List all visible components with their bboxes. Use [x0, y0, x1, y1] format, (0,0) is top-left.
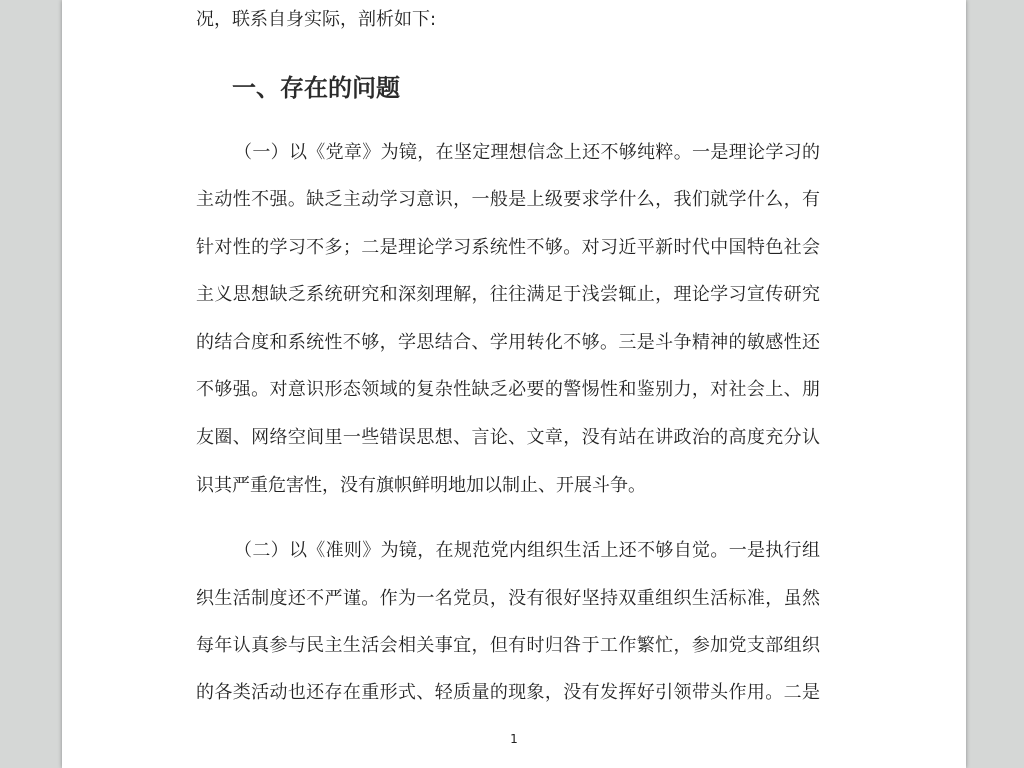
- paragraph-line: 每年认真参与民主生活会相关事宜，但有时归咎于工作繁忙，参加党支部组织: [196, 635, 820, 656]
- paragraph-line: （一）以《党章》为镜，在坚定理想信念上还不够纯粹。一是理论学习的: [234, 142, 820, 163]
- paragraph-line: 的结合度和系统性不够，学思结合、学用转化不够。三是斗争精神的敏感性还: [196, 332, 820, 353]
- paragraph-line: 不够强。对意识形态领域的复杂性缺乏必要的警惕性和鉴别力，对社会上、朋: [196, 379, 820, 400]
- paragraph-line: 的各类活动也还存在重形式、轻质量的现象，没有发挥好引领带头作用。二是: [196, 682, 820, 703]
- paragraph-line: 友圈、网络空间里一些错误思想、言论、文章，没有站在讲政治的高度充分认: [196, 427, 820, 448]
- paragraph-line: 识其严重危害性，没有旗帜鲜明地加以制止、开展斗争。: [196, 475, 646, 496]
- paragraph-line: 主动性不强。缺乏主动学习意识，一般是上级要求学什么，我们就学什么，有: [196, 189, 820, 210]
- paragraph-line: 织生活制度还不严谨。作为一名党员，没有很好坚持双重组织生活标准，虽然: [196, 588, 820, 609]
- paragraph-line: 主义思想缺乏系统研究和深刻理解，往往满足于浅尝辄止，理论学习宣传研究: [196, 284, 820, 305]
- paragraph-line: 针对性的学习不多；二是理论学习系统性不够。对习近平新时代中国特色社会: [196, 237, 820, 258]
- intro-text-line: 况，联系自身实际，剖析如下:: [196, 9, 437, 30]
- paragraph-line: （二）以《准则》为镜，在规范党内组织生活上还不够自觉。一是执行组: [234, 540, 820, 561]
- document-page: [62, 0, 966, 768]
- section-heading: 一、存在的问题: [232, 74, 400, 102]
- page-number: 1: [510, 732, 518, 746]
